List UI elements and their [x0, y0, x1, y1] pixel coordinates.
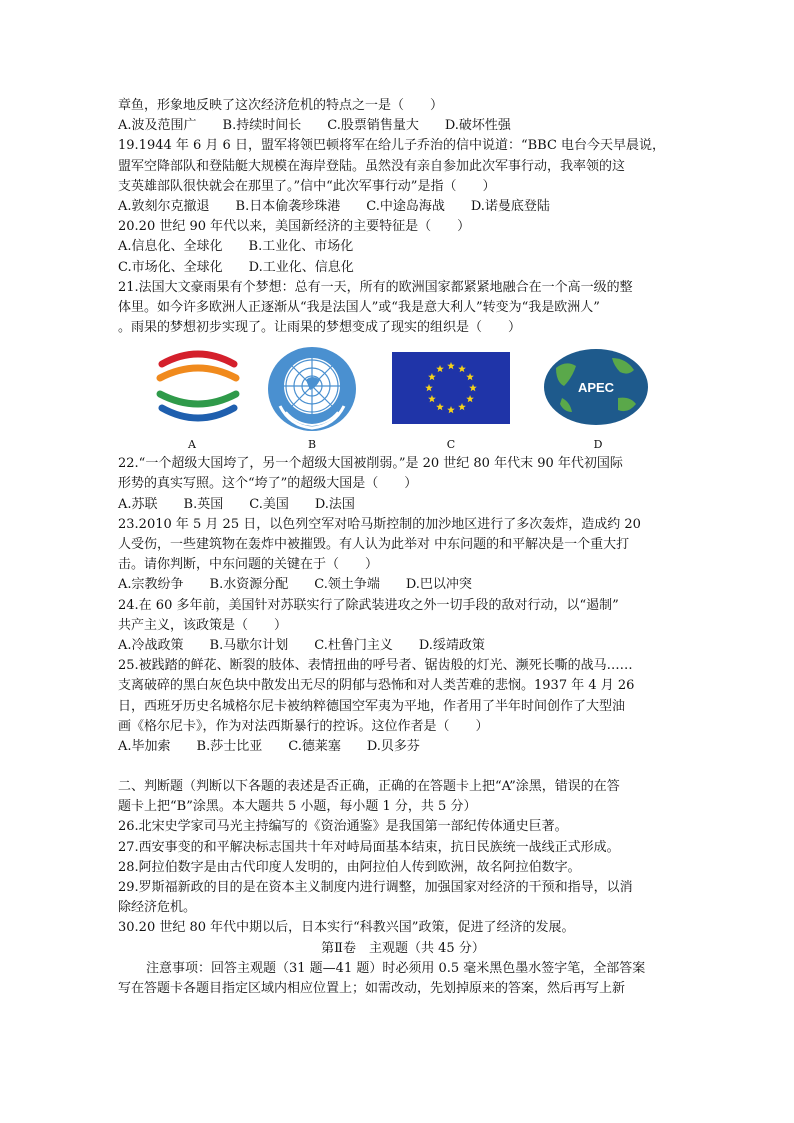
question-block-top: [118, 96, 688, 338]
eu-flag: [392, 352, 510, 424]
text-line: 画《格尔尼卡》，作为对法西斯暴行的控诉。这位作者是（ ）: [118, 718, 489, 734]
text-line: 21.法国大文豪雨果有个梦想：总有一天，所有的欧洲国家都紧紧地融合在一个高一级的整: [118, 279, 633, 295]
text-line: 共产主义，该政策是（ ）: [118, 617, 288, 633]
section-heading: 题卡上把“B”涂黑。本大题共 5 小题，每小题 1 分，共 5 分）: [118, 799, 477, 815]
logo-caption-c: C: [446, 438, 456, 452]
apec-logo: [542, 346, 650, 428]
text-line: 章鱼，形象地反映了这次经济危机的特点之一是（ ）: [118, 98, 444, 113]
answer-options: A.信息化、全球化 B.工业化、市场化: [118, 239, 354, 255]
text-line: 22.“一个超级大国垮了，另一个超级大国被削弱。”是 20 世纪 80 年代末 90 年代初国际: [118, 456, 623, 472]
logo-caption-d: D: [593, 438, 603, 452]
wto-logo: [152, 346, 244, 426]
text-line: 盟军空降部队和登陆艇大规模在海岸登陆。虽然没有亲自参加此次军事行动，我率领的这: [118, 158, 626, 174]
text-line: 20.20 世纪 90 年代以来，美国新经济的主要特征是（ ）: [118, 219, 471, 235]
judgement-item: 30.20 世纪 80 年代中期以后，日本实行“科教兴国”政策，促进了经济的发展。: [118, 920, 575, 936]
question-block-mid: [118, 454, 688, 757]
organization-logos: [118, 346, 688, 454]
text-line: 支英雄部队很快就会在那里了。”信中“此次军事行动”是指（ ）: [118, 178, 496, 194]
part-two-title: 第Ⅱ卷 主观题（共 45 分）: [321, 940, 485, 956]
judgement-item: 28.阿拉伯数字是由古代印度人发明的，由阿拉伯人传到欧洲，故名阿拉伯数字。: [118, 859, 581, 875]
apec-logo-text: APEC: [577, 380, 615, 396]
answer-options: A.敦刻尔克撤退 B.日本偷袭珍珠港 C.中途岛海战 D.诺曼底登陆: [118, 198, 550, 214]
exam-page: [118, 96, 688, 999]
text-line: 击。请你判断，中东问题的关键在于（ ）: [118, 557, 379, 573]
part-two: [118, 939, 688, 1000]
text-line: 19.1944 年 6 月 6 日，盟军将领巴顿将军在给儿子乔治的信中说道：“BBC 电台今天早晨说，: [118, 138, 666, 154]
text-line: 形势的真实写照。这个“垮了”的超级大国是（ ）: [118, 476, 418, 492]
text-line: 25.被践踏的鲜花、断裂的肢体、表情扭曲的呼号者、锯齿般的灯光、濒死长嘶的战马……: [118, 658, 633, 674]
logo-caption-b: B: [307, 438, 317, 452]
answer-options: A.冷战政策 B.马歇尔计划 C.杜鲁门主义 D.绥靖政策: [118, 637, 485, 653]
answer-options: A.苏联 B.英国 C.美国 D.法国: [118, 496, 355, 512]
section-true-false: [118, 777, 688, 939]
text-line: 支离破碎的黑白灰色块中散发出无尽的阴郁与恐怖和对人类苦难的悲悯。1937 年 4 月 26: [118, 678, 635, 694]
judgement-item: 除经济危机。: [118, 900, 197, 916]
text-line: 日，西班牙历史名城格尔尼卡被纳粹德国空军夷为平地，作者用了半年时间创作了大型油: [118, 698, 626, 714]
answer-options: A.毕加索 B.莎士比亚 C.德莱塞 D.贝多芬: [118, 738, 420, 754]
notice-line: 写在答题卡各题目指定区域内相应位置上；如需改动，先划掉原来的答案，然后再写上新: [118, 980, 626, 996]
section-heading: 二、判断题（判断以下各题的表述是否正确，正确的在答题卡上把“A”涂黑，错误的在答: [118, 779, 620, 795]
answer-options: C.市场化、全球化 D.工业化、信息化: [118, 259, 354, 275]
text-line: 。雨果的梦想初步实现了。让雨果的梦想变成了现实的组织是（ ）: [118, 320, 522, 336]
logo-caption-a: A: [188, 438, 196, 452]
un-logo: [266, 346, 358, 432]
answer-options: A.宗教纷争 B.水资源分配 C.领土争端 D.巴以冲突: [118, 577, 472, 593]
notice-line: 注意事项：回答主观题（31 题—41 题）时必须用 0.5 毫米黑色墨水签字笔，全部答案: [146, 960, 646, 976]
text-line: 24.在 60 多年前，美国针对苏联实行了除武装进攻之外一切手段的敌对行动，以“遏制”: [118, 597, 619, 613]
judgement-item: 26.北宋史学家司马光主持编写的《资治通鉴》是我国第一部纪传体通史巨著。: [118, 819, 568, 835]
text-line: 体里。如今许多欧洲人正逐渐从“我是法国人”或“我是意大利人”转变为“我是欧洲人”: [118, 299, 600, 315]
text-line: 人受伤，一些建筑物在轰炸中被摧毁。有人认为此举对 中东问题的和平解决是一个重大打: [118, 537, 630, 552]
answer-options: A.波及范围广 B.持续时间长 C.股票销售量大 D.破坏性强: [118, 118, 511, 134]
text-line: 23.2010 年 5 月 25 日，以色列空军对哈马斯控制的加沙地区进行了多次轰炸，造成约 20: [118, 516, 641, 532]
judgement-item: 29.罗斯福新政的目的是在资本主义制度内进行调整，加强国家对经济的干预和指导，以消: [118, 880, 633, 895]
judgement-item: 27.西安事变的和平解决标志国共十年对峙局面基本结束，抗日民族统一战线正式形成。: [118, 839, 620, 855]
